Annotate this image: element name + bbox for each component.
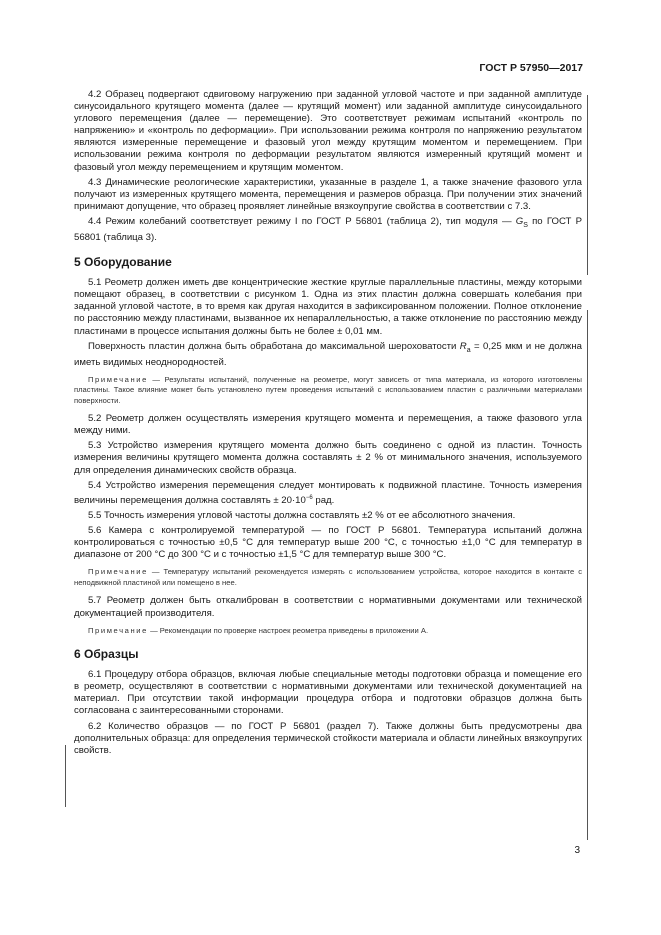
page-number: 3 [574, 845, 580, 856]
section-heading-6: 6 Образцы [74, 647, 139, 662]
paragraph-5-6: 5.6 Камера с контролируемой температурой — по ГОСТ Р 56801. Температура испытаний должна контролироваться с точностью ±0,5 °С для температур выше 200 °С, с точностью ±1,0 °С для температур в диапазоне от 200 °С до 300 °С и с точностью ±1,5 °С для температур выше 300 °С. [74, 525, 582, 561]
document-header: ГОСТ Р 57950—2017 [479, 62, 583, 74]
paragraph-text: Поверхность пластин должна быть обработана до максимальной шероховатости [88, 340, 460, 352]
modulus-subscript: S [523, 221, 528, 229]
document-body [74, 89, 582, 760]
change-bar [587, 95, 588, 275]
note-label: Примечание [88, 567, 148, 577]
paragraph-5-3: 5.3 Устройство измерения крутящего момента должно быть соединено с одной из пластин. Точность измерения величины крутящего момента должна составлять ± 2 % от минимального значения, используемого для определения динамических свойств образца. [74, 440, 582, 476]
paragraph-roughness [74, 341, 582, 369]
paragraph-6-1: 6.1 Процедуру отбора образцов, включая любые специальные методы подготовки образца и помещение его в реометр, осуществляют в соответствии с нормативными документами или технической документацией на материал. При отсутствии такой информации процедура отбора и подготовки образцов должна быть согласована с заинтересованными сторонами. [74, 669, 582, 717]
section-heading-5: 5 Оборудование [74, 255, 172, 270]
note-3 [74, 626, 582, 637]
paragraph-4-2: 4.2 Образец подвергают сдвиговому нагружению при заданной угловой частоте и при заданной амплитуде синусоидального крутящего момента (далее — крутящий момент) или заданной амплитуде синусоидального углового перемещения (далее — перемещение). Это соответствует режимам испытаний «контроль по напряжению» и «контроль по деформации». При использовании режима контроля по напряжению результатом являются измеренные перемещение и фазовый угол между крутящим моментом и перемещением. При использовании режима контроля по деформации результатом являются измеренный крутящий момент и фазовый угол между перемещением и крутящим моментом. [74, 89, 582, 173]
modulus-symbol: G [515, 215, 524, 227]
note-text: — Рекомендации по проверке настроек реометра приведены в приложении А. [147, 625, 429, 635]
paragraph-5-2: 5.2 Реометр должен осуществлять измерения крутящего момента и перемещения, а также фазового угла между ними. [74, 413, 582, 437]
change-bar [65, 745, 66, 807]
paragraph-6-2: 6.2 Количество образцов — по ГОСТ Р 56801 (раздел 7). Также должны быть предусмотрены два дополнительных образца: для определения термической стойкости материала и области линейных вязкоупругих свойств. [74, 720, 582, 756]
roughness-symbol: R [459, 340, 467, 352]
note-text: — Результаты испытаний, полученные на реометре, могут зависеть от типа материала, из которого изготовлены пластины. Такое влияние может быть установлено путем проведения испытаний с использованием пластин с различными материалами поверхности. [74, 374, 582, 405]
exponent: −6 [305, 494, 313, 501]
change-bar [587, 310, 588, 840]
paragraph-text: по ГОСТ Р 56801 (таблица 3). [74, 215, 583, 243]
paragraph-5-5: 5.5 Точность измерения угловой частоты должна составлять ±2 % от ее абсолютного значения. [88, 510, 516, 522]
paragraph-text: 4.4 Режим колебаний соответствует режиму I по ГОСТ Р 56801 (таблица 2), тип модуля — [88, 215, 516, 227]
paragraph-5-7: 5.7 Реометр должен быть откалиброван в соответствии с нормативными документами или технической документацией производителя. [74, 595, 582, 619]
roughness-subscript: a [466, 346, 471, 354]
paragraph-5-1: 5.1 Реометр должен иметь две концентрические жесткие круглые параллельные пластины, между которыми помещают образец, в соответствии с рисунком 1. Одна из этих пластин должна совершать колебания при заданной угловой частоте, в то время как другая находится в зафиксированном положении. Полное отклонение по расстоянию между пластинами, вызванное их непараллельностью, а также отклонение по расстоянию между пластинами в процессе испытания должны быть не более ± 0,01 мм. [74, 277, 582, 337]
note-label: Примечание [88, 374, 148, 384]
paragraph-4-4 [74, 216, 582, 244]
paragraph-4-3: 4.3 Динамические реологические характеристики, указанные в разделе 1, а также значение фазового угла получают из измеренных крутящего момента, перемещения и размеров образца. При получении этих значений принимают допущение, что образец проявляет линейные вязкоупругие свойства в соответствии с 7.3. [74, 176, 582, 212]
note-text: — Температуру испытаний рекомендуется измерять с использованием устройства, которое находится в контакте с неподвижной пластиной или помещено в нее. [74, 567, 582, 587]
note-2 [74, 567, 582, 588]
note-1 [74, 375, 582, 407]
note-label: Примечание [88, 625, 148, 635]
paragraph-text: 5.4 Устройство измерения перемещения следует монтировать к подвижной пластине. Точность измерения величины перемещения должна составлять ± 20·10 [74, 479, 582, 506]
paragraph-5-4 [74, 480, 582, 507]
paragraph-text: рад. [312, 494, 335, 506]
paragraph-text: = 0,25 мкм и не должна иметь видимых неоднородностей. [74, 340, 582, 368]
